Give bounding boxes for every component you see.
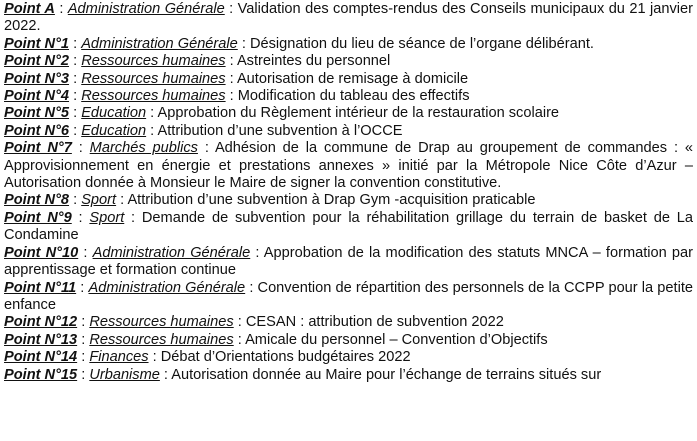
- point-description: Modification du tableau des effectifs: [237, 88, 470, 105]
- separator: :: [71, 140, 90, 157]
- separator: :: [78, 244, 93, 261]
- point-category: Ressources humaines: [81, 88, 226, 105]
- point-number: Point N°11: [4, 279, 77, 296]
- point-number: Point N°3: [4, 70, 70, 87]
- agenda-item-a: [4, 1, 693, 36]
- point-category: Administration Générale: [81, 35, 238, 52]
- separator: :: [237, 35, 250, 52]
- agenda-item-4: [4, 88, 693, 105]
- separator: :: [69, 35, 82, 52]
- point-category: Education: [81, 105, 147, 122]
- point-number: Point N°7: [4, 140, 72, 157]
- separator: :: [77, 349, 90, 366]
- point-number: Point N°14: [4, 349, 78, 366]
- point-number: Point N°6: [4, 122, 70, 139]
- agenda-item-8: [4, 192, 693, 209]
- point-category: Administration Générale: [92, 244, 251, 261]
- separator: :: [224, 1, 238, 17]
- point-description: Amicale du personnel – Convention d’Objectifs: [245, 331, 548, 348]
- agenda-item-1: [4, 36, 693, 53]
- separator: :: [225, 88, 238, 105]
- agenda-item-15: [4, 367, 693, 384]
- point-category: Ressources humaines: [81, 53, 226, 70]
- point-category: Urbanisme: [89, 366, 160, 383]
- separator: :: [159, 366, 172, 383]
- agenda-item-5: [4, 105, 693, 122]
- point-description: Attribution d’une subvention à Drap Gym -acquisition praticable: [127, 192, 536, 209]
- point-description: Astreintes du personnel: [236, 53, 391, 70]
- separator: :: [197, 140, 215, 157]
- separator: :: [250, 244, 264, 261]
- point-number: Point N°10: [4, 244, 79, 261]
- point-category: Finances: [89, 349, 149, 366]
- point-description: CESAN : attribution de subvention 2022: [245, 314, 504, 331]
- separator: :: [77, 366, 90, 383]
- point-description: Attribution d’une subvention à l’OCCE: [157, 122, 403, 139]
- point-description: Convention de répartition des personnels de la CCPP pour la petite enfance: [4, 279, 694, 313]
- separator: :: [233, 314, 246, 331]
- point-description: Demande de subvention pour la réhabilitation grillage du terrain de basket de La Condamine: [4, 209, 694, 244]
- point-number: Point N°1: [4, 35, 70, 52]
- separator: :: [69, 53, 82, 70]
- point-category: Ressources humaines: [89, 331, 234, 348]
- separator: :: [233, 331, 246, 348]
- separator: :: [69, 105, 82, 122]
- point-number: Point N°5: [4, 105, 70, 122]
- point-category: Marchés publics: [89, 140, 198, 157]
- point-number: Point N°12: [4, 314, 78, 331]
- separator: :: [69, 70, 82, 87]
- point-number: Point N°4: [4, 88, 70, 105]
- point-description: Approbation du Règlement intérieur de la restauration scolaire: [157, 105, 560, 122]
- point-description: Validation des comptes-rendus des Conseils municipaux du 21 janvier 2022.: [4, 1, 693, 35]
- separator: :: [71, 209, 90, 226]
- separator: :: [124, 209, 142, 226]
- separator: :: [225, 53, 237, 70]
- separator: :: [245, 279, 258, 296]
- separator: :: [69, 192, 82, 209]
- point-number: Point N°2: [4, 53, 70, 70]
- separator: :: [225, 70, 237, 87]
- agenda-item-10: [4, 245, 693, 280]
- point-description: Autorisation donnée au Maire pour l’échange de terrains situés sur: [171, 366, 602, 383]
- point-number: Point N°15: [4, 366, 78, 383]
- separator: :: [69, 88, 82, 105]
- separator: :: [77, 331, 90, 348]
- point-number: Point N°8: [4, 192, 70, 209]
- point-category: Ressources humaines: [81, 70, 226, 87]
- agenda-item-12: [4, 314, 693, 331]
- separator: :: [69, 122, 82, 139]
- point-category: Sport: [81, 192, 117, 209]
- separator: :: [76, 279, 89, 296]
- point-number: Point N°9: [4, 209, 72, 226]
- point-number: Point N°13: [4, 331, 78, 348]
- point-description: Désignation du lieu de séance de l’organe délibérant.: [249, 35, 594, 52]
- separator: :: [146, 105, 158, 122]
- agenda-item-9: [4, 210, 693, 245]
- point-category: Ressources humaines: [89, 314, 234, 331]
- separator: :: [146, 122, 158, 139]
- agenda-item-7: [4, 140, 693, 192]
- point-category: Administration Générale: [67, 1, 225, 17]
- point-description: Débat d’Orientations budgétaires 2022: [160, 349, 411, 366]
- point-description: Adhésion de la commune de Drap au groupement de commandes : « Approvisionnement en énergie et prestations annexes » initié par la Métropole Nice Côte d’Azur – Autorisation donnée à Monsieur le Maire de signer la convention constitutive.: [4, 140, 693, 192]
- point-description: Autorisation de remisage à domicile: [236, 70, 469, 87]
- agenda-item-2: [4, 53, 693, 70]
- agenda-item-11: [4, 280, 693, 315]
- agenda-item-13: [4, 332, 693, 349]
- separator: :: [116, 192, 128, 209]
- point-category: Sport: [89, 209, 125, 226]
- point-category: Education: [81, 122, 147, 139]
- point-description: Approbation de la modification des statuts MNCA – formation par apprentissage et formation continue: [4, 244, 694, 279]
- point-category: Administration Générale: [88, 279, 246, 296]
- separator: :: [54, 1, 68, 17]
- agenda-item-14: [4, 349, 693, 366]
- point-number: Point A: [4, 1, 55, 17]
- agenda-item-3: [4, 71, 693, 88]
- agenda-item-6: [4, 123, 693, 140]
- separator: :: [77, 314, 90, 331]
- separator: :: [148, 349, 161, 366]
